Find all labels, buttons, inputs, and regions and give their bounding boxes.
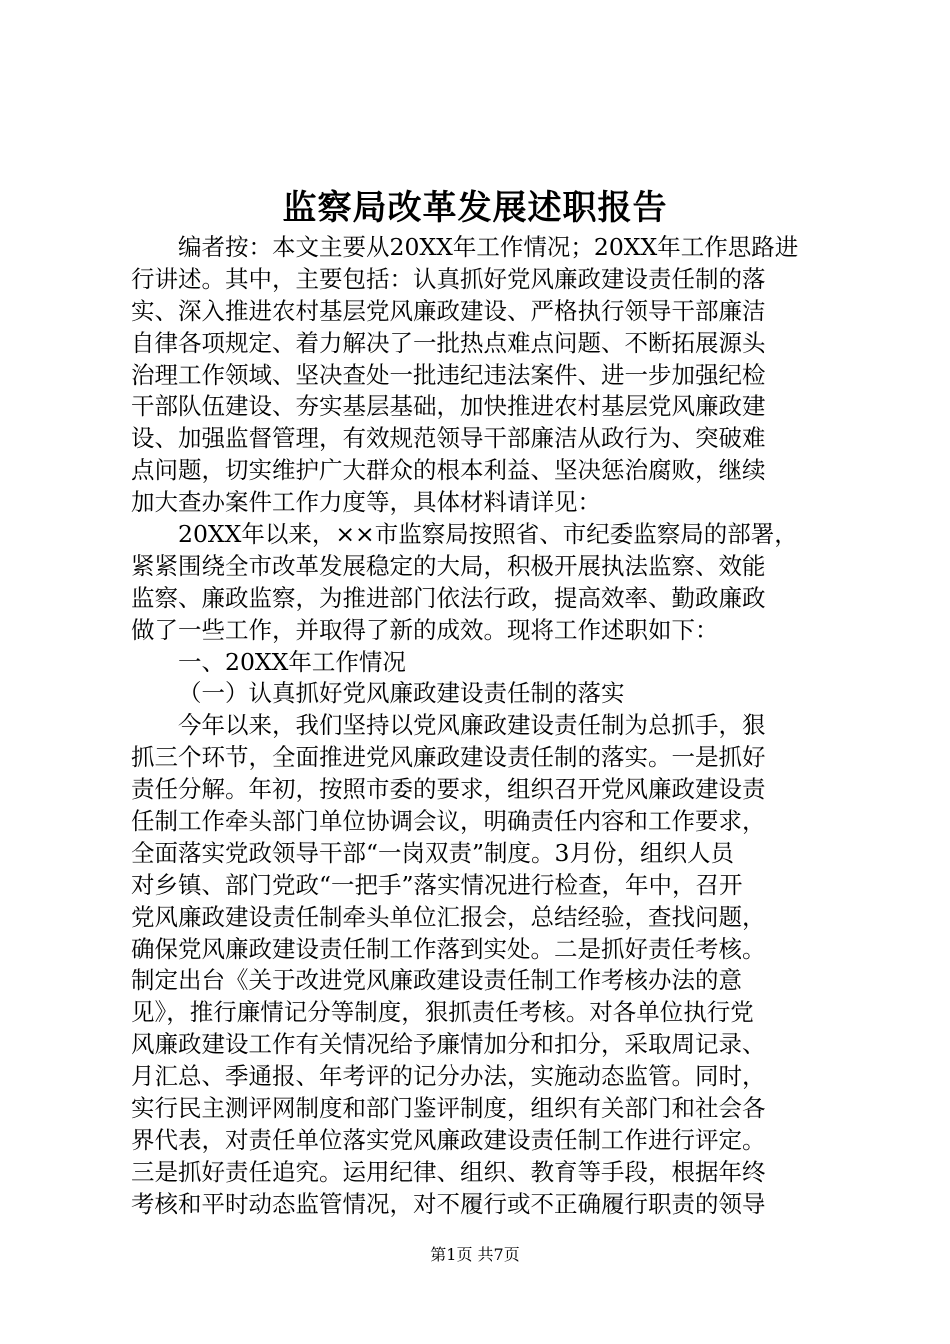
text-line: 任制工作牵头部门单位协调会议，明确责任内容和工作要求， bbox=[131, 807, 766, 836]
text-line: 做了一些工作，并取得了新的成效。现将工作述职如下： bbox=[131, 615, 719, 644]
text-line: 20XX年以来，××市监察局按照省、市纪委监察局的部署， bbox=[178, 520, 798, 549]
text-line: 责任分解。年初，按照市委的要求，组织召开党风廉政建设责 bbox=[131, 775, 766, 804]
text-line: 对乡镇、部门党政“一把手”落实情况进行检查，年中，召开 bbox=[131, 870, 743, 899]
text-line: 确保党风廉政建设责任制工作落到实处。二是抓好责任考核。 bbox=[131, 934, 766, 963]
document-body bbox=[131, 232, 831, 1221]
text-line: 紧紧围绕全市改革发展稳定的大局，积极开展执法监察、效能 bbox=[131, 551, 766, 580]
text-line: 抓三个环节，全面推进党风廉政建设责任制的落实。一是抓好 bbox=[131, 743, 766, 772]
text-line: 实行民主测评网制度和部门鉴评制度，组织有关部门和社会各 bbox=[131, 1094, 766, 1123]
text-line: 一、20XX年工作情况 bbox=[178, 647, 406, 676]
text-line: 制定出台《关于改进党风廉政建设责任制工作考核办法的意 bbox=[131, 966, 742, 995]
text-line: 三是抓好责任追究。运用纪律、组织、教育等手段，根据年终 bbox=[131, 1157, 766, 1186]
text-line: 设、加强监督管理，有效规范领导干部廉洁从政行为、突破难 bbox=[131, 424, 766, 453]
text-line: 加大查办案件工作力度等，具体材料请详见： bbox=[131, 488, 601, 517]
text-line: 党风廉政建设责任制牵头单位汇报会，总结经验，查找问题， bbox=[131, 902, 766, 931]
text-line: 考核和平时动态监管情况，对不履行或不正确履行职责的领导 bbox=[131, 1189, 766, 1218]
text-line: 编者按：本文主要从20XX年工作情况；20XX年工作思路进 bbox=[178, 233, 799, 261]
text-line: 全面落实党政领导干部“一岗双责”制度。3月份，组织人员 bbox=[131, 838, 734, 867]
text-line: （一）认真抓好党风廉政建设责任制的落实 bbox=[178, 679, 625, 708]
text-line: 见》，推行廉情记分等制度，狠抓责任考核。对各单位执行党 bbox=[131, 998, 754, 1027]
text-line: 实、深入推进农村基层党风廉政建设、严格执行领导干部廉洁 bbox=[131, 296, 766, 325]
text-line: 月汇总、季通报、年考评的记分办法，实施动态监管。同时， bbox=[131, 1062, 766, 1091]
text-line: 行讲述。其中，主要包括：认真抓好党风廉政建设责任制的落 bbox=[131, 264, 766, 293]
page-footer: 第1页 共7页 bbox=[430, 1245, 520, 1264]
text-line: 风廉政建设工作有关情况给予廉情加分和扣分，采取周记录、 bbox=[131, 1030, 766, 1059]
text-line: 监察、廉政监察，为推进部门依法行政，提高效率、勤政廉政 bbox=[131, 583, 766, 612]
text-line: 自律各项规定、着力解决了一批热点难点问题、不断拓展源头 bbox=[131, 328, 766, 357]
text-line: 今年以来，我们坚持以党风廉政建设责任制为总抓手，狠 bbox=[178, 711, 766, 740]
document-title: 监察局改革发展述职报告 bbox=[282, 188, 668, 228]
text-line: 治理工作领域、坚决查处一批违纪违法案件、进一步加强纪检 bbox=[131, 360, 766, 389]
text-line: 点问题，切实维护广大群众的根本利益、坚决惩治腐败，继续 bbox=[131, 456, 766, 485]
text-line: 界代表，对责任单位落实党风廉政建设责任制工作进行评定。 bbox=[131, 1125, 766, 1154]
text-line: 干部队伍建设、夯实基层基础，加快推进农村基层党风廉政建 bbox=[131, 392, 766, 421]
